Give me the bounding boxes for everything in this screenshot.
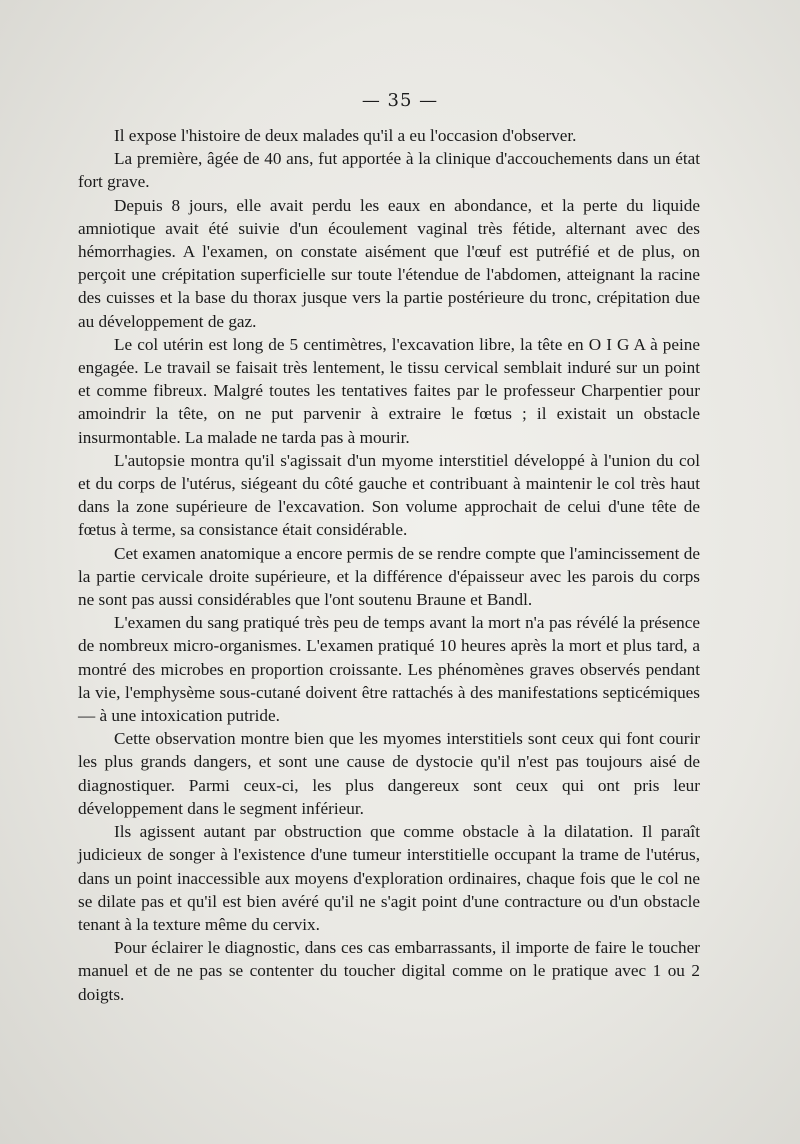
body-text (78, 124, 700, 1006)
paragraph-1: Il expose l'histoire de deux malades qu'il a eu l'occasion d'observer. (114, 126, 577, 145)
paragraph-5: L'autopsie montra qu'il s'agissait d'un myome interstitiel développé à l'union du col et du corps de l'utérus, siégeant du côté gauche et contribuant à maintenir le col très haut dans la zone supérieure de l'excavation. Son volume approchait de celui d'une tête de fœtus à terme, sa consistance était considérable. (78, 450, 700, 540)
paragraph-8: Cette observation montre bien que les myomes interstitiels sont ceux qui font courir les plus grands dangers, et sont une cause de dystocie qu'il n'est pas toujours aisé de diagnostiquer. Parmi ceux-ci, les plus dangereux sont ceux qui ont pris leur développement dans le segment inférieur. (78, 729, 700, 818)
paragraph-2: La première, âgée de 40 ans, fut apportée à la clinique d'accouchements dans un état fort grave. (78, 149, 700, 192)
paragraph-10: Pour éclairer le diagnostic, dans ces cas embarrassants, il importe de faire le toucher manuel et de ne pas se contenter du toucher digital comme on le pratique avec 1 ou 2 doigts. (78, 938, 700, 1004)
paragraph-7: L'examen du sang pratiqué très peu de temps avant la mort n'a pas révélé la présence de nombreux micro-organismes. L'examen pratiqué 10 heures après la mort et plus tard, a montré des microbes en proportion croissante. Les phénomènes graves observés pendant la vie, l'emphysème sous-cutané doivent être rattachés à des manifestations septicémiques — à une intoxication putride. (78, 613, 700, 726)
paragraph-3: Depuis 8 jours, elle avait perdu les eaux en abondance, et la perte du liquide amniotique avait été suivie d'un écoulement vaginal très fétide, alternant avec des hémorrhagies. A l'examen, on constate aisément que l'œuf est putréfié et de plus, on perçoit une crépitation superficielle sur toute l'étendue de l'abdomen, atteignant la racine des cuisses et la base du thorax jusque vers la partie postérieure du tronc, crépitation due au développement de gaz. (78, 195, 700, 331)
paragraph-6: Cet examen anatomique a encore permis de se rendre compte que l'amincissement de la partie cervicale droite supérieure, et la différence d'épaisseur avec les parois du corps ne sont pas aussi considérables que l'ont soutenu Braune et Bandl. (78, 543, 700, 610)
page-number: — 35 — (361, 90, 439, 111)
paragraph-4: Le col utérin est long de 5 centimètres, l'excavation libre, la tête en O I G A à peine engagée. Le travail se faisait très lentement, le tissu cervical semblait induré sur un point et comme fibreux. Malgré toutes les tentatives faites par le professeur Charpentier pour amoindrir la tête, on ne put parvenir à extraire le fœtus ; il existait un obstacle insurmontable. La malade ne tarda pas à mourir. (78, 334, 700, 447)
paragraph-9: Ils agissent autant par obstruction que comme obstacle à la dilatation. Il paraît judicieux de songer à l'existence d'une tumeur interstitielle occupant la trame de l'utérus, dans un point inaccessible aux moyens d'exploration ordinaires, chaque fois que le col ne se dilate pas et qu'il est bien avéré qu'il ne s'agit point d'une contracture ou d'un obstacle tenant à la texture même du cervix. (78, 822, 700, 934)
